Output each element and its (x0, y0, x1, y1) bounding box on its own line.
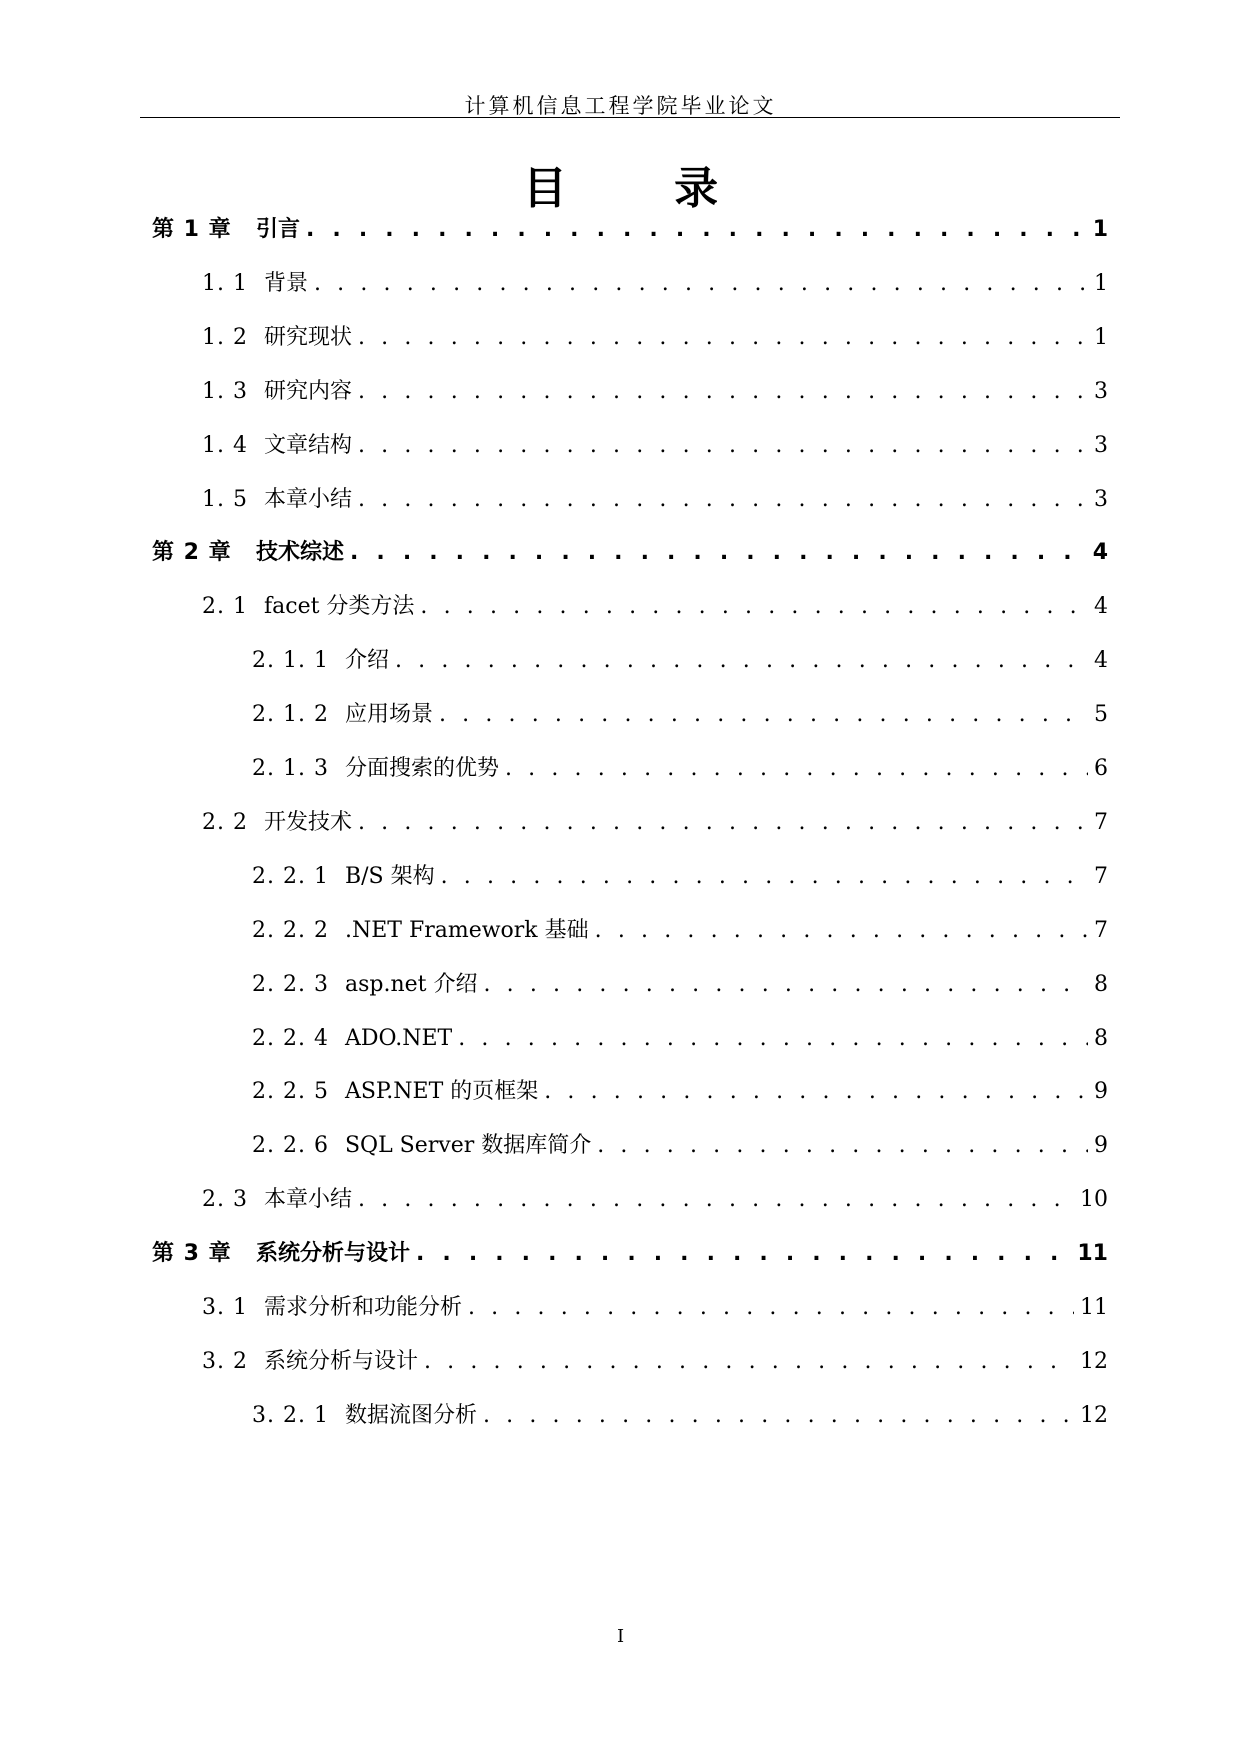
toc-entry-title: 系统分析与设计 (263, 1349, 418, 1374)
toc-entry-title: asp.net 介绍 (344, 972, 478, 997)
toc-entry-number: 2. 2. 5 (252, 1079, 329, 1104)
toc-entry-number: 1. 3 (202, 379, 248, 404)
toc-dot-leader (597, 1131, 1088, 1161)
toc-entry[interactable] (202, 377, 1108, 407)
page-number: I (616, 1626, 625, 1647)
toc-entry-number: 2. 1. 3 (252, 756, 329, 781)
toc-dot-leader (595, 916, 1088, 946)
toc-dot-leader (358, 485, 1088, 515)
toc-entry[interactable] (202, 592, 1108, 622)
toc-dot-leader (420, 592, 1088, 622)
toc-entry-page: 12 (1080, 1403, 1108, 1428)
toc-dot-leader (395, 646, 1088, 676)
toc-entry-page: 6 (1094, 756, 1108, 781)
toc-entry-number: 2. 2 (202, 810, 248, 835)
toc-dot-leader (350, 538, 1087, 568)
toc-entry-title: 技术综述 (256, 540, 345, 565)
toc-entry[interactable] (202, 323, 1108, 353)
toc-entry-page: 7 (1094, 864, 1108, 889)
toc-dot-leader (306, 215, 1087, 245)
toc-entry-title: 本章小结 (263, 1187, 352, 1212)
toc-entry[interactable] (252, 1401, 1108, 1431)
toc-entry[interactable] (202, 269, 1108, 299)
toc-entry[interactable] (252, 862, 1108, 892)
toc-entry-number: 第 2 章 (152, 540, 232, 565)
toc-entry-page: 3 (1094, 433, 1108, 458)
toc-entry-page: 3 (1094, 487, 1108, 512)
toc-dot-leader (358, 808, 1088, 838)
toc-entry-title: 分面搜索的优势 (344, 756, 499, 781)
toc-entry-title: ADO.NET (344, 1026, 453, 1051)
toc-entry-page: 4 (1094, 648, 1108, 673)
toc-dot-leader (358, 377, 1088, 407)
toc-entry-page: 3 (1094, 379, 1108, 404)
toc-entry-page: 5 (1094, 702, 1108, 727)
toc-entry-page: 10 (1080, 1187, 1108, 1212)
toc-entry[interactable] (252, 754, 1108, 784)
toc-entry-page: 7 (1094, 918, 1108, 943)
toc-entry-page: 4 (1092, 540, 1108, 565)
toc-dot-leader (416, 1239, 1071, 1269)
toc-entry-number: 2. 2. 2 (252, 918, 329, 943)
toc-entry[interactable] (252, 916, 1108, 946)
toc-entry[interactable] (152, 215, 1108, 245)
toc-dot-leader (424, 1347, 1074, 1377)
toc-entry[interactable] (202, 1293, 1108, 1323)
toc-dot-leader (468, 1293, 1074, 1323)
toc-entry-number: 第 3 章 (152, 1241, 232, 1266)
toc-entry-page: 12 (1080, 1349, 1108, 1374)
toc-entry[interactable] (202, 1185, 1108, 1215)
toc-entry-number: 1. 2 (202, 325, 248, 350)
toc-entry-title: 背景 (263, 271, 308, 296)
toc-dot-leader (458, 1024, 1088, 1054)
toc-entry-page: 8 (1094, 972, 1108, 997)
toc-entry-page: 8 (1094, 1026, 1108, 1051)
toc-entry-title: 文章结构 (263, 433, 352, 458)
toc-dot-leader (544, 1077, 1088, 1107)
toc-entry-title: 系统分析与设计 (256, 1241, 411, 1266)
toc-entry-title: 引言 (256, 217, 301, 242)
toc-entry-number: 2. 1. 2 (252, 702, 329, 727)
toc-entry-page: 1 (1092, 217, 1108, 242)
toc-entry-number: 2. 1 (202, 594, 248, 619)
toc-entry-title: facet 分类方法 (263, 594, 415, 619)
toc-dot-leader (483, 970, 1088, 1000)
toc-entry-number: 1. 4 (202, 433, 248, 458)
toc-entry-number: 2. 3 (202, 1187, 248, 1212)
toc-entry-title: 需求分析和功能分析 (263, 1295, 462, 1320)
toc-entry-page: 1 (1094, 271, 1108, 296)
toc-entry-title: 应用场景 (344, 702, 433, 727)
toc-entry[interactable] (252, 1131, 1108, 1161)
toc-entry[interactable] (252, 646, 1108, 676)
toc-entry-title: 介绍 (344, 648, 389, 673)
toc-entry-title: SQL Server 数据库简介 (344, 1133, 592, 1158)
toc-entry[interactable] (252, 1024, 1108, 1054)
toc-entry-number: 2. 1. 1 (252, 648, 329, 673)
toc-dot-leader (439, 700, 1088, 730)
toc-entry-title: ASP.NET 的页框架 (344, 1079, 539, 1104)
toc-entry[interactable] (152, 1239, 1108, 1269)
toc-entry-page: 11 (1077, 1241, 1108, 1266)
toc-entry-page: 1 (1094, 325, 1108, 350)
toc-entry-number: 2. 2. 4 (252, 1026, 329, 1051)
toc-entry[interactable] (202, 808, 1108, 838)
toc-entry-title: 数据流图分析 (344, 1403, 477, 1428)
toc-title: 目 录 (522, 163, 765, 214)
toc-entry-page: 11 (1080, 1295, 1108, 1320)
toc-dot-leader (314, 269, 1088, 299)
toc-entry-page: 4 (1094, 594, 1108, 619)
toc-entry-number: 第 1 章 (152, 217, 232, 242)
toc-dot-leader (441, 862, 1088, 892)
toc-entry-title: 开发技术 (263, 810, 352, 835)
toc-entry[interactable] (152, 538, 1108, 568)
toc-entry[interactable] (252, 970, 1108, 1000)
toc-entry[interactable] (202, 1347, 1108, 1377)
toc-entry-title: .NET Framework 基础 (344, 918, 589, 943)
toc-entry-title: 本章小结 (263, 487, 352, 512)
toc-dot-leader (358, 431, 1088, 461)
toc-entry-title: 研究内容 (263, 379, 352, 404)
running-header: 计算机信息工程学院毕业论文 (464, 94, 777, 118)
toc-dot-leader (483, 1401, 1074, 1431)
toc-dot-leader (358, 1185, 1074, 1215)
toc-entry-page: 9 (1094, 1133, 1108, 1158)
toc-entry-title: B/S 架构 (344, 864, 435, 889)
toc-entry-number: 2. 2. 6 (252, 1133, 329, 1158)
toc-entry[interactable] (252, 1077, 1108, 1107)
toc-entry-number: 3. 2. 1 (252, 1403, 329, 1428)
toc-entry-page: 7 (1094, 810, 1108, 835)
toc-entry-number: 3. 2 (202, 1349, 248, 1374)
toc-entry[interactable] (252, 700, 1108, 730)
toc-dot-leader (505, 754, 1088, 784)
toc-entry[interactable] (202, 431, 1108, 461)
toc-entry-number: 2. 2. 1 (252, 864, 329, 889)
toc-entry-number: 1. 5 (202, 487, 248, 512)
toc-entry-page: 9 (1094, 1079, 1108, 1104)
toc-entry[interactable] (202, 485, 1108, 515)
toc-entry-number: 1. 1 (202, 271, 248, 296)
toc-entry-title: 研究现状 (263, 325, 352, 350)
toc-dot-leader (358, 323, 1088, 353)
toc-entry-number: 3. 1 (202, 1295, 248, 1320)
toc-entry-number: 2. 2. 3 (252, 972, 329, 997)
